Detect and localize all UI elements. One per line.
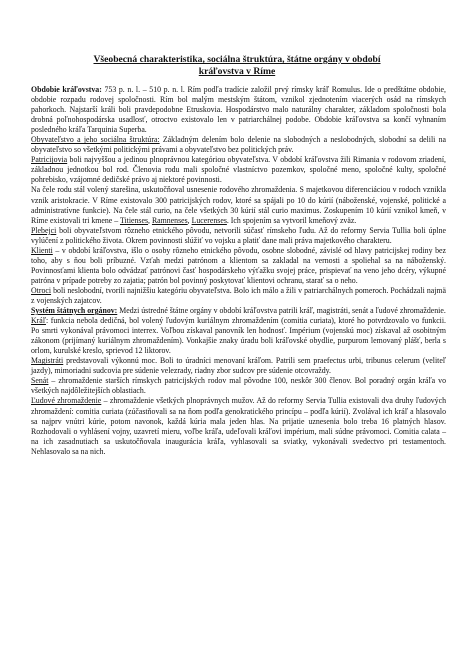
separator: , [187,215,192,225]
term-clients: Klienti [31,245,53,255]
paragraph-text: boli neslobodní, tvorili najnižšiu kategóriu obyvateľstva. Bolo ich málo a žili v patriarchálnych pomeroch. Pochádzali najmä z vojenských zajatcov. [31,285,446,305]
paragraph-text: : funkcia nebola dedičná, bol volený ľudovým kuriálnym zhromaždením (comitia curiata), ktoré ho potvrdzovalo vo funkcii. Po smrti vykonával právomoci interrex. Voľbou získaval panovník len hodnosť. Impérium (vojenskú moc) získaval až osobitným zákonom (prijímaný kuriálnym zhromaždením). Vonkajšie znaky úradu boli kráľovské obydlie, purpurom lemovaný plášť, berla s orlom, kurulské kreslo, sprievod 12 liktorov. [31,316,446,356]
paragraph-popular-assembly [31,396,446,456]
paragraph-text: – v období kráľovstva, išlo o osoby rôzneho etnického pôvodu, osobne slobodné, závislé od hlavy patricijskej rodiny bez toho, aby s ňou boli príbuzné. Vzťah medzi patrónom a klientom sa zakladal na vernosti a spoliehal sa na náboženský. Povinnosťami klienta bolo odvádzať patrónovi časť hospodárskeho výťažku svojej práce, prispievať na veno jeho dcéry, výkupné patróna v prípade potreby zo zajatia; patrón bol povinný poskytovať klientovi ochranu, starať sa o neho. [31,245,446,285]
heading-social-structure: Obyvateľstvo a jeho sociálna štruktúra: [31,135,160,145]
paragraph-social-structure [31,135,446,155]
paragraph-text: boli najvyššou a jedinou plnoprávnou kategóriou obyvateľstva. V období kráľovstva žili Rimania v rodovom zriadení, základnou jednotkou bol rod. Členovia rodu mali spoločné vlastníctvo pozemkov, spoločné meno, spoločné kulty, spoločné pohrebisko, vzájomné dedičské právo aj niektoré povinnosti. [31,155,446,185]
paragraph-clients [31,246,446,286]
paragraph-patricians [31,155,446,185]
paragraph-text: – zhromaždenie starších rímskych patricijských rodov mal pôvodne 100, neskôr 300 členov. Bol poradný orgán kráľa vo všetkých najdôležitejších oblastiach. [31,376,446,396]
paragraph-text: Na čele rodu stál volený starešina, uskutočňoval usnesenie rodového zhromaždenia. S majetkovou diferenciáciou v rodoch vznikla vznik aristokracie. V Ríme existovalo 300 patricijských rodov, ktoré sa spájali po 10 do kúrií (náboženské, vojenské, politické a administratívne funkcie). Na čele stál curio, na čele všetkých 30 kúrií stál curio maximus. Zoskupením 10 kúrií vznikol kmeň, v Ríme existovali tri kmene – [31,185,446,225]
document-body [31,85,446,457]
paragraph-text: Základným delením bolo delenie na slobodných a neslobodných, slobodní sa delili na obyvateľstvo so všetkými politickými právami a obyvateľstvo bez politických práv. [31,135,446,155]
paragraph-clans-curiae [31,185,446,225]
title-line-1: Všeobecná charakteristika, sociálna štruktúra, štátne orgány v období [93,54,381,65]
term-king: Kráľ [31,316,46,326]
term-patricians: Patricijovia [31,155,68,165]
paragraph-text: – zhromaždenie všetkých plnoprávnych mužov. Až do reformy Servia Tullia existovali dva druhy ľudových zhromaždení: comitia curiata (zúčastňovali sa na ňom podľa genokratického princípu – podľa kúrií). Zvolával ich kráľ a hlasovalo sa najprv vnútri kúrie, potom navonok, každá kúria mala jeden hlas. Na prijatie uznesenia bolo treba 16 platných hlasov. Rozhodovali o vyhlásení vojny, uzavretí mieru, voľbe kráľa, udeľovali kráľovi impérium, mali súdne právomoci. Comitia calata – na ich zasadnutiach sa uskutočňovala inaugurácia kráľa, vyhlasovali sa sviatky, vykonávali svedectvo pri testamentoch. Nehlasovalo sa na nich. [31,396,446,456]
tribe-ramnenses: Ramnenses [151,215,188,225]
document-title [40,54,434,78]
title-line-2: kráľovstva v Ríme [198,66,276,77]
term-senate: Senát [31,376,49,386]
term-magistrates: Magistráti [31,356,64,366]
paragraph-kingdom-period [31,85,446,135]
paragraph-king [31,316,446,356]
paragraph-magistrates [31,356,446,376]
term-plebeians: Plebejci [31,225,57,235]
heading-kingdom-period: Obdobie kráľovstva: [31,85,102,94]
paragraph-text: 753 p. n. l. – 510 p. n. l. Rím podľa tradície založil prvý rímsky kráľ Romulus. Ide o predštátne obdobie, obdobie rozpadu rodovej spoločnosti. Rím bol malým mestským štátom, vznikol zjednotením viacerých osád na rímskych pahorkoch. Najstarší králi boli pravdepodobne Etruskovia. Hospodárstvo malo naturálny charakter, základom spoločnosti bola drobná poľnohospodárska usadlosť, otroctvo existovalo len v patriarchálnej podobe. Obdobie kráľovstva sa končí vyhnaním posledného kráľa Tarquinia Superba. [31,85,447,135]
heading-state-organs: Systém štátnych orgánov: [31,306,118,316]
tribe-lucerenses: Lucerenses [191,215,227,225]
term-popular-assembly: Ľudové zhromaždenie [31,396,102,406]
tribe-titienses: Titienses [119,215,149,225]
paragraph-state-organs [31,306,446,316]
separator: , [148,215,152,225]
paragraph-text: . Ich spojením sa vytvoril kmeňový zväz. [226,215,357,225]
paragraph-slaves [31,286,446,306]
paragraph-text: Medzi ústredné štátne orgány v období kráľovstva patrili kráľ, magistráti, senát a ľudové zhromaždenie. [117,306,446,316]
paragraph-plebeians [31,226,446,246]
paragraph-text: predstavovali výkonnú moc. Boli to úradníci menovaní kráľom. Patrili sem praefectus urbi, tribunus celerum (veliteľ jazdy), mimoriadni sudcovia pre súdenie velezrady, riadny zbor sudcov pre súdenie otcovraždy. [31,356,446,376]
paragraph-senate [31,376,446,396]
paragraph-text: boli obyvateľstvom rôzneho etnického pôvodu, netvorili súčasť rímskeho ľudu. Až do reformy Servia Tullia boli úplne vylúčení z politického života. Okrem povinnosti slúžiť vo vojsku a platiť dane mali práva majetkového charakteru. [31,225,446,245]
term-slaves: Otroci [31,285,52,295]
